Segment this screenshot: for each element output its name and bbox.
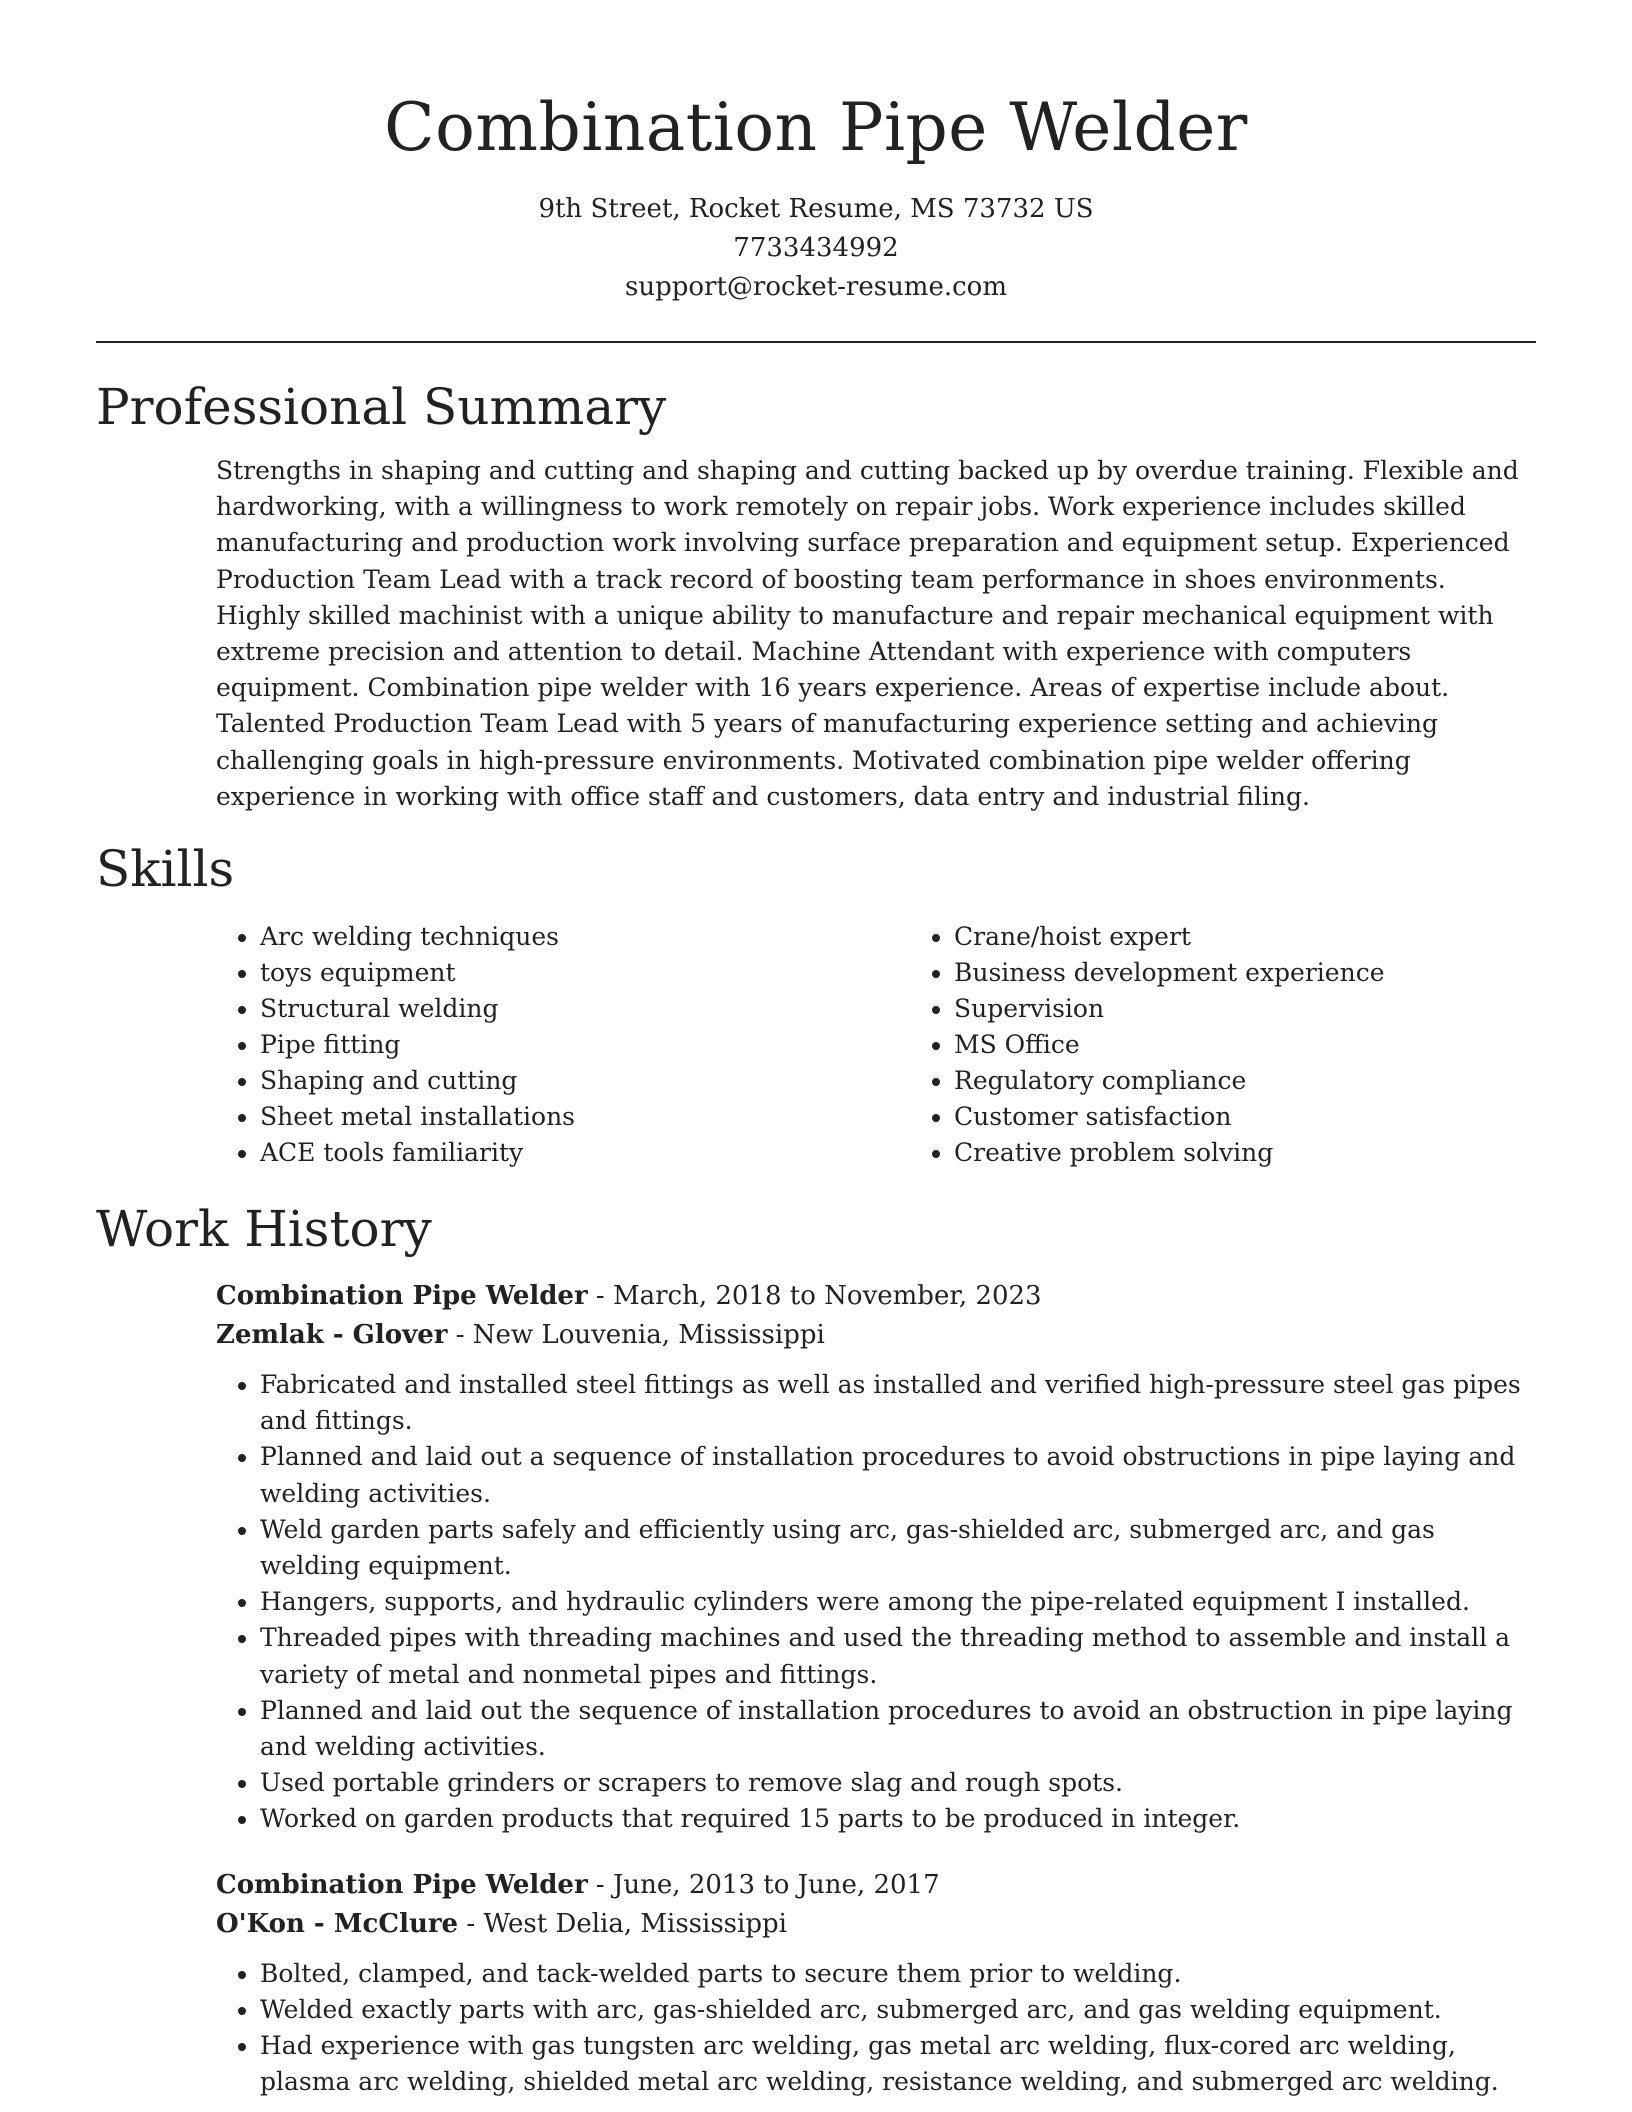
job-dates: June, 2013 to June, 2017: [612, 1869, 940, 1900]
job-title-line: Combination Pipe Welder - June, 2013 to June, 2017: [216, 1869, 940, 1900]
email-line: support@rocket-resume.com: [624, 272, 1007, 302]
summary-section: [96, 377, 1536, 815]
job-location: New Louvenia, Mississippi: [472, 1320, 825, 1351]
job-bullet: • Planned and laid out a sequence of installation procedures to avoid obstructions in pipe laying and welding activities.: [260, 1439, 1536, 1511]
job-title-line: Combination Pipe Welder - March, 2018 to November, 2023: [216, 1281, 1042, 1312]
job-bullet: • Hangers, supports, and hydraulic cylinders were among the pipe-related equipment I installed.: [260, 1584, 1536, 1620]
job-bullet: • Had experience with gas tungsten arc welding, gas metal arc welding, flux-cored arc welding, plasma arc welding, shielded metal arc welding, resistance welding, and submerged arc welding.: [260, 2028, 1536, 2100]
job-position: Combination Pipe Welder: [216, 1281, 588, 1312]
phone-line: 7733434992: [733, 233, 899, 263]
job-dates: March, 2018 to November, 2023: [612, 1281, 1042, 1312]
job-bullets: [216, 1956, 1536, 2101]
job-bullet: • Welded exactly parts with arc, gas-shielded arc, submerged arc, and gas welding equipment.: [260, 1992, 1536, 2028]
resume-header: [96, 0, 1536, 307]
work-history-section: [96, 1199, 1536, 2100]
skill-item: • Shaping and cutting: [260, 1063, 910, 1099]
job-bullet: • Fabricated and installed steel fittings as well as installed and verified high-pressure steel gas pipes and fittings.: [260, 1367, 1536, 1439]
skills-columns: [216, 919, 1536, 1171]
contact-info: [96, 190, 1536, 307]
skill-item: • Regulatory compliance: [954, 1063, 1385, 1099]
skill-item: • Creative problem solving: [954, 1135, 1385, 1171]
job-entry: [216, 1277, 1536, 1838]
job-company: Zemlak - Glover: [216, 1320, 448, 1351]
skills-section: [96, 839, 1536, 1171]
skills-left-list: [216, 919, 910, 1171]
candidate-name: Combination Pipe Welder: [384, 89, 1248, 166]
skill-item: • MS Office: [954, 1027, 1385, 1063]
skill-item: • ACE tools familiarity: [260, 1135, 910, 1171]
skill-item: • Structural welding: [260, 991, 910, 1027]
work-history-title: Work History: [96, 1200, 432, 1259]
header-divider: [96, 341, 1536, 343]
skills-title: Skills: [96, 840, 235, 899]
job-bullets: [216, 1367, 1536, 1838]
job-bullet: • Worked on garden products that required 15 parts to be produced in integer.: [260, 1801, 1536, 1837]
skill-item: • Pipe fitting: [260, 1027, 910, 1063]
address-line: 9th Street, Rocket Resume, MS 73732 US: [538, 194, 1094, 224]
summary-text: Strengths in shaping and cutting and shaping and cutting backed up by overdue training. Flexible and hardworking, with a willingness to work remotely on repair jobs. Work experience includes skilled manufacturing and production work involving surface preparation and equipment setup. Experienced Production Team Lead with a track record of boosting team performance in shoes environments. Highly skilled machinist with a unique ability to manufacture and repair mechanical equipment with extreme precision and attention to detail. Machine Attendant with experience with computers equipment. Combination pipe welder with 16 years experience. Areas of expertise include about. Talented Production Team Lead with 5 years of manufacturing experience setting and achieving challenging goals in high-pressure environments. Motivated combination pipe welder offering experience in working with office staff and customers, data entry and industrial filing.: [216, 456, 1519, 811]
job-location: West Delia, Mississippi: [483, 1908, 787, 1939]
job-bullet: • Threaded pipes with threading machines and used the threading method to assemble and install a variety of metal and nonmetal pipes and fittings.: [260, 1620, 1536, 1692]
job-bullet: • Used portable grinders or scrapers to remove slag and rough spots.: [260, 1765, 1536, 1801]
job-bullet: • Weld garden parts safely and efficiently using arc, gas-shielded arc, submerged arc, and gas welding equipment.: [260, 1512, 1536, 1584]
skills-right-list: [910, 919, 1385, 1171]
skill-item: • Arc welding techniques: [260, 919, 910, 955]
job-company-line: Zemlak - Glover - New Louvenia, Mississippi: [216, 1320, 825, 1351]
skill-item: • Supervision: [954, 991, 1385, 1027]
skill-item: • toys equipment: [260, 955, 910, 991]
skill-item: • Sheet metal installations: [260, 1099, 910, 1135]
skill-item: • Customer satisfaction: [954, 1099, 1385, 1135]
job-bullet: • Planned and laid out the sequence of installation procedures to avoid an obstruction in pipe laying and welding activities.: [260, 1693, 1536, 1765]
skill-item: • Business development experience: [954, 955, 1385, 991]
job-position: Combination Pipe Welder: [216, 1869, 588, 1900]
job-company-line: O'Kon - McClure - West Delia, Mississippi: [216, 1908, 787, 1939]
job-company: O'Kon - McClure: [216, 1908, 459, 1939]
summary-title: Professional Summary: [96, 378, 667, 436]
skill-item: • Crane/hoist expert: [954, 919, 1385, 955]
job-entry: [216, 1866, 1536, 2101]
job-bullet: • Bolted, clamped, and tack-welded parts to secure them prior to welding.: [260, 1956, 1536, 1992]
